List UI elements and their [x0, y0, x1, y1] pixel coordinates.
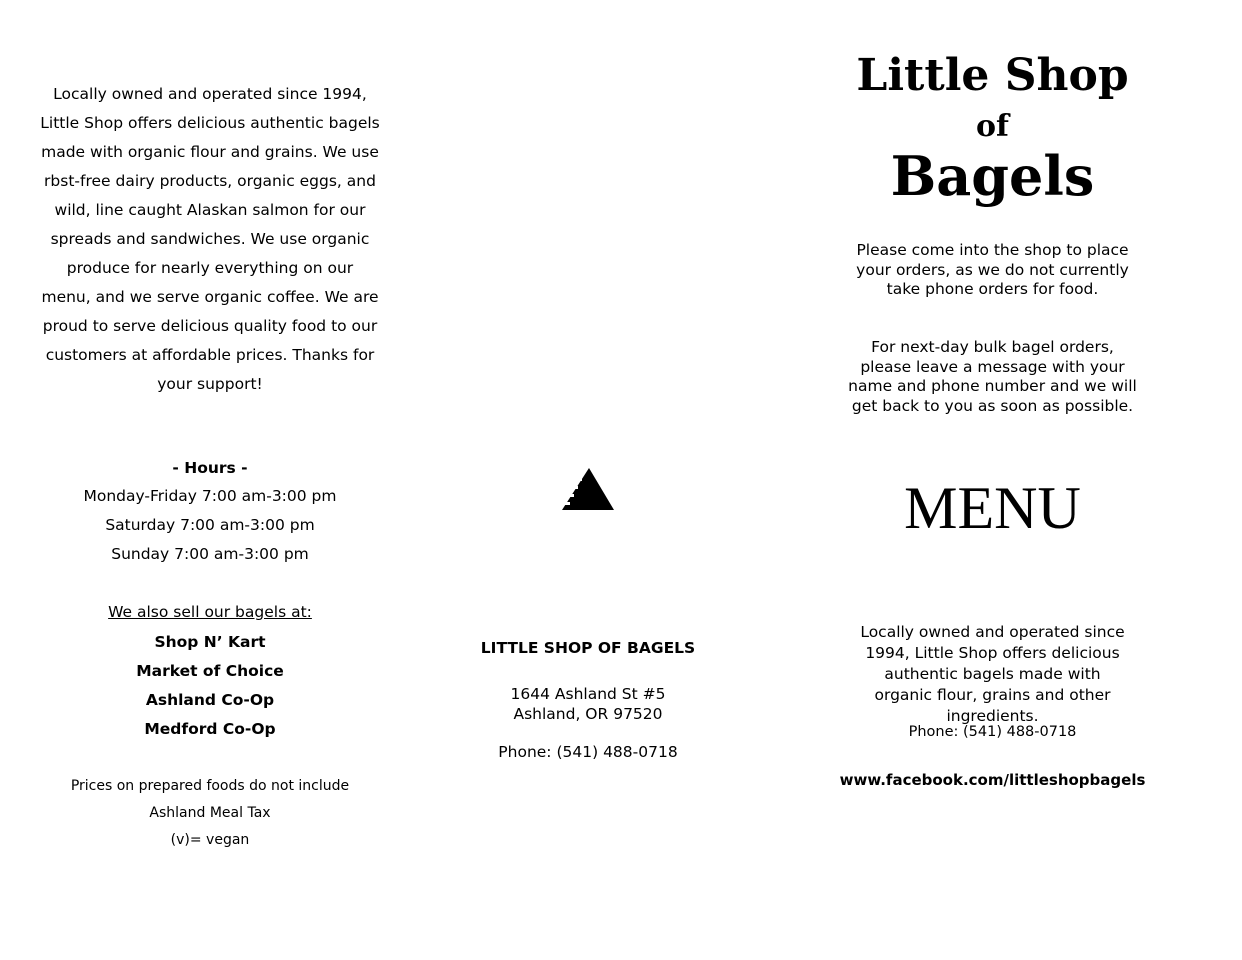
hours-saturday: Saturday 7:00 am-3:00 pm — [105, 516, 315, 534]
also-sell-heading: We also sell our bagels at: — [108, 603, 312, 621]
about-paragraph: Locally owned and operated since 1994, Little Shop offers delicious authentic bagels made with organic flour and grains. We use rbst-free dairy products, organic eggs, and wild, line caught Alaskan salmon for our spreads and sandwiches. We use organic produce for nearly everything on our menu, and we serve organic coffee. We are proud to serve delicious quality food to our customers at affordable prices. Thanks for your support! — [40, 85, 380, 393]
walk-in-note: Please come into the shop to place your orders, as we do not currently take phone orders for food. — [856, 241, 1129, 298]
bulk-order-note: For next-day bulk bagel orders, please leave a message with your name and phone number and we will get back to you as soon as possible. — [848, 338, 1137, 415]
middle-panel — [418, 0, 758, 960]
brand-title-line1: Little Shop — [856, 50, 1129, 101]
tax-note: Prices on prepared foods do not include — [70, 778, 350, 794]
address-city: Ashland, OR 97520 — [513, 705, 663, 723]
menu-title: MENU — [904, 475, 1081, 541]
hours-sunday: Sunday 7:00 am-3:00 pm — [111, 545, 309, 563]
phone-number: Phone: (541) 488-0718 — [908, 724, 1077, 740]
tax-note-continued: Ashland Meal Tax — [149, 805, 271, 821]
retailer-item: Shop N’ Kart — [154, 633, 266, 651]
about-short: Locally owned and operated since 1994, Little Shop offers delicious authentic bagels made with organic flour, grains and other ingredients. — [860, 623, 1125, 725]
retailer-item: Medford Co-Op — [144, 720, 276, 738]
brand-title-line3: Bagels — [890, 144, 1095, 208]
shop-name: LITTLE SHOP OF BAGELS — [480, 639, 696, 657]
right-panel — [820, 0, 1165, 960]
retailer-item: Ashland Co-Op — [145, 691, 275, 709]
phone-number: Phone: (541) 488-0718 — [498, 743, 678, 761]
left-panel — [40, 0, 380, 960]
hours-heading: - Hours - — [172, 459, 248, 477]
hours-weekday: Monday-Friday 7:00 am-3:00 pm — [83, 487, 337, 505]
stepped-pyramid-icon — [558, 466, 618, 514]
facebook-link[interactable]: www.facebook.com/littleshopbagels — [839, 771, 1146, 789]
vegan-legend: (v)= vegan — [170, 832, 250, 848]
address-street: 1644 Ashland St #5 — [510, 685, 666, 703]
brand-title-line2: of — [976, 109, 1009, 144]
retailer-item: Market of Choice — [136, 662, 284, 680]
